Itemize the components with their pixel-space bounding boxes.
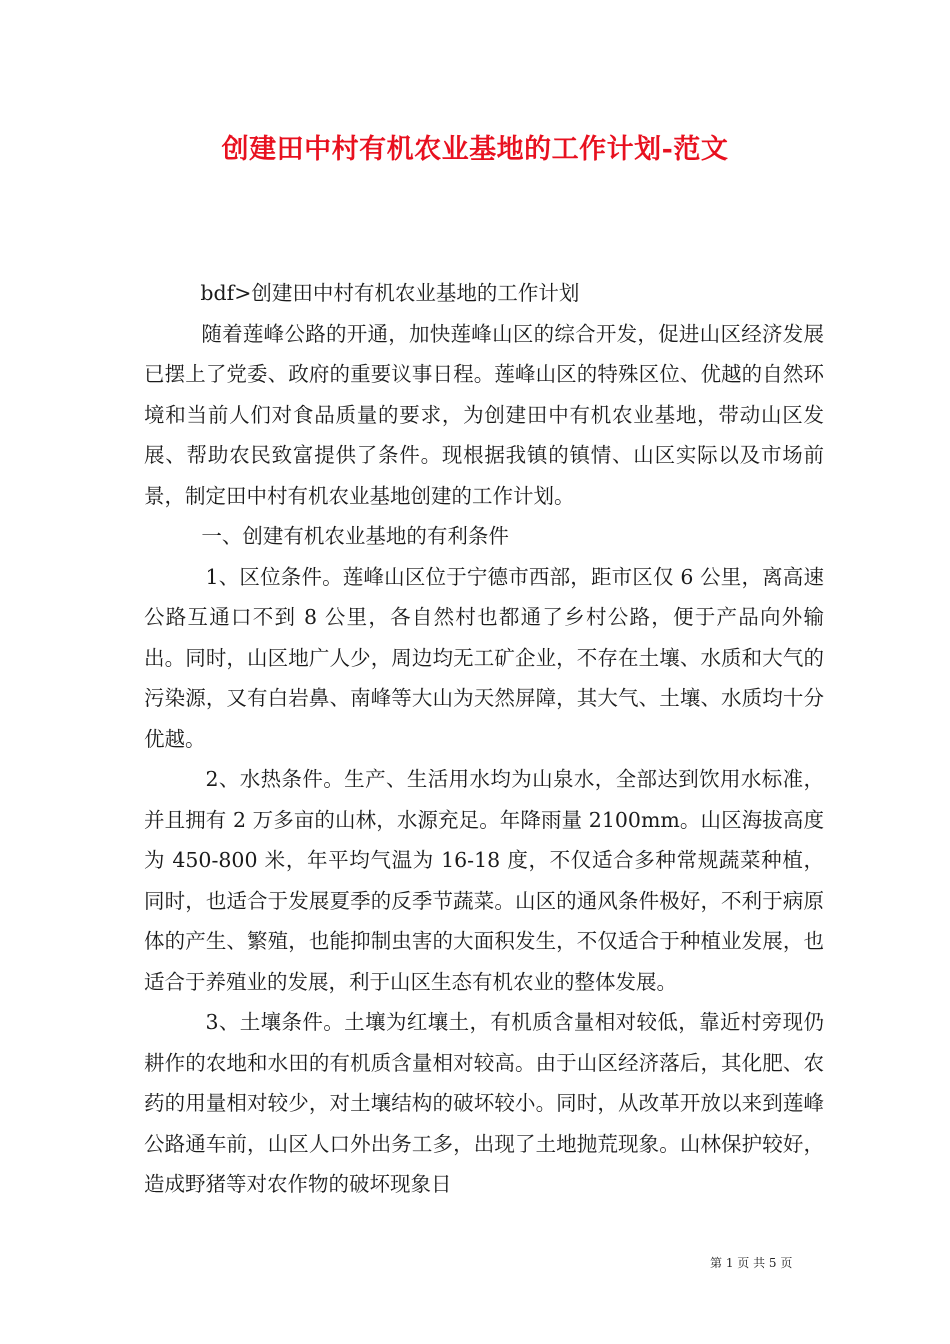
paragraph: 随着莲峰公路的开通，加快莲峰山区的综合开发，促进山区经济发展已摆上了党委、政府的重要议事日程。莲峰山区的特殊区位、优越的自然环境和当前人们对食品质量的要求，为创建田中有机农业基地，带动山区发展、帮助农民致富提供了条件。现根据我镇的镇情、山区实际以及市场前景，制定田中村有机农业基地创建的工作计划。 (144, 321, 824, 508)
document-title: 创建田中村有机农业基地的工作计划-范文 (221, 134, 729, 165)
section-heading: 一、创建有机农业基地的有利条件 (201, 524, 509, 548)
paragraph: 3、土壤条件。土壤为红壤土，有机质含量相对较低，靠近村旁现仍耕作的农地和水田的有机质含量相对较高。由于山区经济落后，其化肥、农药的用量相对较少，对土壤结构的破坏较小。同时，从改革开放以来到莲峰公路通车前，山区人口外出务工多，出现了土地抛荒现象。山林保护较好，造成野猪等对农作物的破坏现象日 (144, 1010, 824, 1196)
document-body (144, 273, 824, 1205)
page-number: 第 1 页 共 5 页 (710, 1256, 793, 1270)
paragraph: 1、区位条件。莲峰山区位于宁德市西部，距市区仅 6 公里，离高速公路互通口不到 8 公里，各自然村也都通了乡村公路，便于产品向外输出。同时，山区地广人少，周边均无工矿企业，不存在土壤、水质和大气的污染源，又有白岩鼻、南峰等大山为天然屏障，其大气、土壤、水质均十分优越。 (144, 564, 824, 751)
paragraph: bdf>创建田中村有机农业基地的工作计划 (200, 281, 580, 305)
paragraph: 2、水热条件。生产、生活用水均为山泉水，全部达到饮用水标准，并且拥有 2 万多亩的山林，水源充足。年降雨量 2100mm。山区海拔高度为 450-800 米，年平均气温为 16-18 度，不仅适合多种常规蔬菜种植，同时，也适合于发展夏季的反季节蔬菜。山区的通风条件极好，不利于病原体的产生、繁殖，也能抑制虫害的大面积发生，不仅适合于种植业发展，也适合于养殖业的发展，利于山区生态有机农业的整体发展。 (144, 767, 824, 994)
